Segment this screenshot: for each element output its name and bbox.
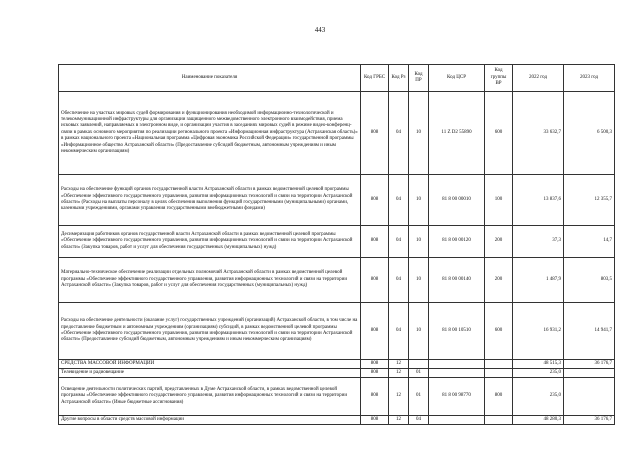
table-row	[59, 378, 615, 416]
row-pr-cell: 10	[409, 258, 429, 303]
row-name-cell: Расходы на обеспечение функций органов государственной власти Астраханской области в рамках ведомственной целевой программы «Обеспечение эффективного государственного управления, развития информационных технологий и связи на территории Астраханской области» (Расходы на выплаты персоналу в целях обеспечения выполнения функций государственными (муниципальными) органами, казенными учреждениями, органами управления государственными внебюджетными фондами)	[59, 175, 361, 226]
row-2023-cell: 12 355,7	[564, 175, 615, 226]
row-2023-cell	[564, 369, 615, 378]
header-csr: Код ЦСР	[429, 65, 485, 92]
row-name-cell: Десимеризация работников органов государственной власти Астраханской области в рамках ведомственной целевой программы «Обеспечение эффективного государственного управления, развития информационных технологий и связи на территории Астраханской области» (Закупка товаров, работ и услуг для обеспечения государственных (муниципальных) нужд)	[59, 226, 361, 258]
table-row	[59, 360, 615, 369]
row-pr-cell: 04	[409, 416, 429, 425]
row-vr-cell: 800	[485, 378, 513, 416]
row-rz-cell: 04	[389, 303, 409, 360]
table-row	[59, 303, 615, 360]
row-2023-cell: 36 176,7	[564, 416, 615, 425]
row-pr-cell: 01	[409, 369, 429, 378]
row-2022-cell: 16 931,2	[513, 303, 564, 360]
row-vr-cell	[485, 416, 513, 425]
table-row	[59, 369, 615, 378]
row-vr-cell: 200	[485, 258, 513, 303]
table-row	[59, 92, 615, 175]
row-vr-cell	[485, 360, 513, 369]
header-2022: 2022 год	[513, 65, 564, 92]
row-csr-cell: 11 Z D2 55890	[429, 92, 485, 175]
row-grbs-cell: 808	[361, 92, 389, 175]
row-2022-cell: 33 632,7	[513, 92, 564, 175]
row-pr-cell	[409, 360, 429, 369]
row-2023-cell	[564, 378, 615, 416]
row-grbs-cell: 808	[361, 360, 389, 369]
row-grbs-cell: 808	[361, 175, 389, 226]
row-name-cell: СРЕДСТВА МАССОВОЙ ИНФОРМАЦИИ	[59, 360, 361, 369]
table-row	[59, 258, 615, 303]
row-name-cell: Другие вопросы в области средств массовой информации	[59, 416, 361, 425]
row-2022-cell: 1 487,9	[513, 258, 564, 303]
row-2023-cell: 14 941,7	[564, 303, 615, 360]
row-rz-cell: 04	[389, 175, 409, 226]
row-pr-cell: 10	[409, 175, 429, 226]
row-csr-cell: 81 8 00 10510	[429, 303, 485, 360]
row-rz-cell: 12	[389, 416, 409, 425]
row-name-cell: Освещение деятельности политических партий, представленных в Думе Астраханской области, в рамках ведомственной целевой программы «Обеспечение эффективного государственного управления, развития информационных технологий и связи на территории Астраханской области» (Иные бюджетные ассигнования)	[59, 378, 361, 416]
row-csr-cell	[429, 360, 485, 369]
row-pr-cell: 10	[409, 303, 429, 360]
row-2022-cell: 48 280,3	[513, 416, 564, 425]
row-csr-cell: 81 8 00 00010	[429, 175, 485, 226]
table-row	[59, 175, 615, 226]
row-2023-cell: 36 176,7	[564, 360, 615, 369]
row-csr-cell: 81 8 00 00120	[429, 226, 485, 258]
row-csr-cell: 81 8 00 00140	[429, 258, 485, 303]
row-2022-cell: 48 515,3	[513, 360, 564, 369]
row-vr-cell: 200	[485, 226, 513, 258]
header-name: Наименование показателя	[59, 65, 361, 92]
row-csr-cell	[429, 369, 485, 378]
header-pr: Код ПР	[409, 65, 429, 92]
row-rz-cell: 12	[389, 369, 409, 378]
row-2023-cell: 6 500,3	[564, 92, 615, 175]
row-name-cell: Обеспечение на участках мировых судей формирования и функционирования необходимой информационно-технологической и телекоммуникационной инфраструктуры для организации защищенного межведомственного электронного взаимодействия, приема исковых заявлений, направляемых в электронном виде, и организации участия в заседаниях мировых судей в режиме видео-конференц-связи в рамках основного мероприятия по реализации регионального проекта «Информационная инфраструктура (Астраханская область)» в рамках национального проекта «Национальная программа «Цифровая экономика Российской Федерации» государственной программы «Информационное общество Астраханской области» (Предоставление субсидий бюджетным, автономным учреждениям и иным некоммерческим организациям)	[59, 92, 361, 175]
table-row	[59, 226, 615, 258]
row-vr-cell: 600	[485, 303, 513, 360]
row-2022-cell: 13 837,6	[513, 175, 564, 226]
row-pr-cell: 10	[409, 92, 429, 175]
row-grbs-cell: 808	[361, 303, 389, 360]
table-row	[59, 416, 615, 425]
row-name-cell: Расходы на обеспечение деятельности (оказание услуг) государственных учреждений (организаций) Астраханской области, в том числе на предоставление бюджетным и автономным учреждениям (организациям) субсидий, в рамках ведомственной целевой программы «Обеспечение эффективного государственного управления, развития информационных технологий и связи на территории Астраханской области» (Предоставление субсидий бюджетным, автономным учреждениям и иным некоммерческим организациям)	[59, 303, 361, 360]
row-grbs-cell: 808	[361, 226, 389, 258]
row-pr-cell: 10	[409, 226, 429, 258]
row-vr-cell: 100	[485, 175, 513, 226]
row-2022-cell: 235,0	[513, 378, 564, 416]
header-vr: Код группы ВР	[485, 65, 513, 92]
row-grbs-cell: 808	[361, 416, 389, 425]
budget-table	[58, 64, 615, 425]
row-csr-cell: 81 8 00 98770	[429, 378, 485, 416]
row-2022-cell: 235,0	[513, 369, 564, 378]
header-2023: 2023 год	[564, 65, 615, 92]
page-number: 443	[314, 26, 326, 34]
row-rz-cell: 04	[389, 258, 409, 303]
row-rz-cell: 12	[389, 378, 409, 416]
row-vr-cell: 600	[485, 92, 513, 175]
table-header-row	[59, 65, 615, 92]
header-grbs: Код ГРБС	[361, 65, 389, 92]
row-name-cell: Телевидение и радиовещание	[59, 369, 361, 378]
row-2022-cell: 37,3	[513, 226, 564, 258]
row-2023-cell: 803,5	[564, 258, 615, 303]
row-name-cell: Материально-техническое обеспечение реализации отдельных полномочий Астраханской области в рамках ведомственной целевой программы «Обеспечение эффективного государственного управления, развития информационных технологий и связи на территории Астраханской области» (Закупка товаров, работ и услуг для обеспечения государственных (муниципальных) нужд)	[59, 258, 361, 303]
row-grbs-cell: 808	[361, 369, 389, 378]
row-csr-cell	[429, 416, 485, 425]
row-2023-cell: 14,7	[564, 226, 615, 258]
row-rz-cell: 04	[389, 92, 409, 175]
table-body	[59, 92, 615, 425]
row-grbs-cell: 808	[361, 378, 389, 416]
row-pr-cell: 01	[409, 378, 429, 416]
row-vr-cell	[485, 369, 513, 378]
row-grbs-cell: 808	[361, 258, 389, 303]
row-rz-cell: 04	[389, 226, 409, 258]
header-rz: Код Рз	[389, 65, 409, 92]
row-rz-cell: 12	[389, 360, 409, 369]
